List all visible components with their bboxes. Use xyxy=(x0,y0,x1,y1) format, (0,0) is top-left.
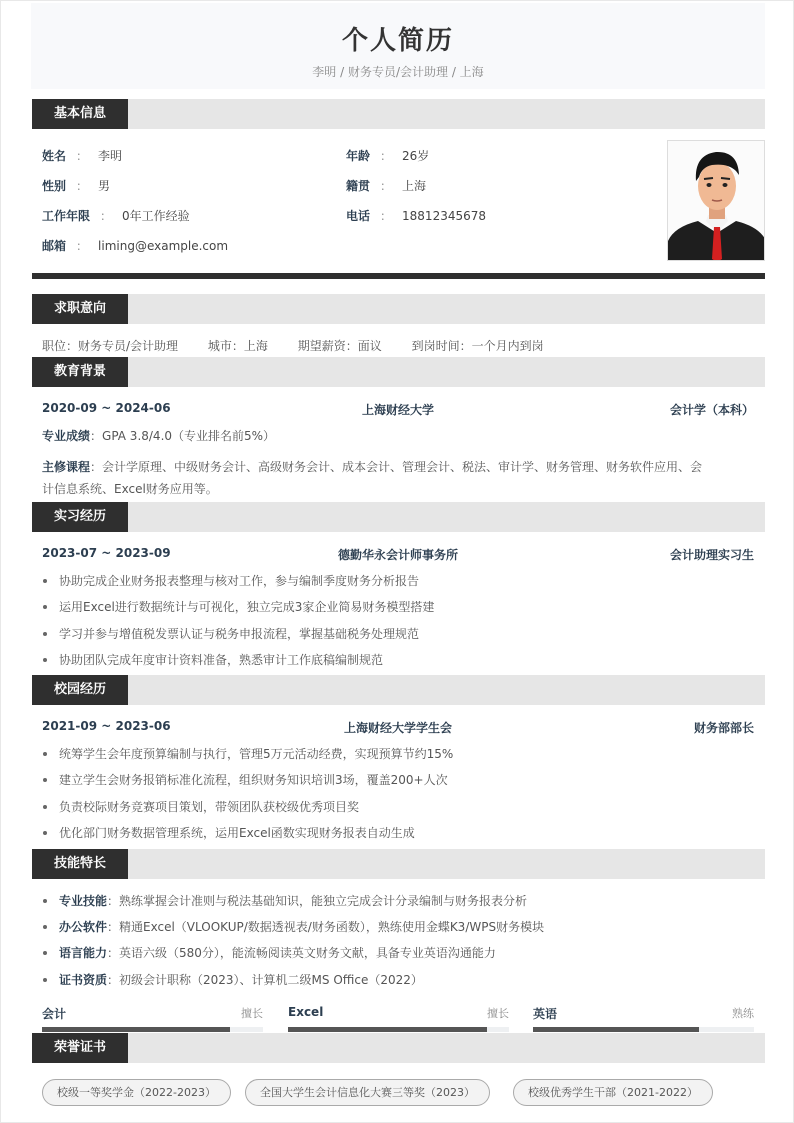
education-courses: 主修课程：会计学原理、中级财务会计、高级财务会计、成本会计、管理会计、税法、审计学、财务管理、财务软件应用、会 计信息系统、Excel财务应用等。 xyxy=(42,460,703,496)
section-education xyxy=(32,357,765,387)
education-period: 2020-09 ~ 2024-06 xyxy=(42,401,171,415)
section-honors xyxy=(32,1033,765,1063)
field-gender: 性别 ： 男 xyxy=(42,179,111,193)
honor-tag: 校级一等奖学金（2022-2023） xyxy=(42,1079,231,1106)
field-label: 邮箱 xyxy=(42,239,67,253)
internship-role: 会计助理实习生 xyxy=(669,548,754,562)
divider xyxy=(32,273,765,279)
section-campus xyxy=(32,675,765,705)
education-major: 会计学（本科） xyxy=(669,403,754,417)
field-label: 籍贯 xyxy=(346,179,371,193)
section-title: 教育背景 xyxy=(32,357,128,387)
section-job-intent xyxy=(32,294,765,324)
field-value: 上海 xyxy=(402,179,427,193)
education-gpa: 专业成绩：GPA 3.8/4.0（专业排名前5%） xyxy=(42,429,276,443)
field-age: 年龄 ： 26岁 xyxy=(346,149,430,163)
section-title: 求职意向 xyxy=(32,294,128,324)
campus-role: 财务部部长 xyxy=(693,721,754,735)
page-title: 个人简历 xyxy=(341,26,454,56)
skill-item: 证书资质：初级会计职称（2023）、计算机二级MS Office（2022） xyxy=(45,972,423,988)
field-value: 26岁 xyxy=(402,149,430,163)
campus-entry-header xyxy=(42,719,754,735)
list-item: 负责校际财务竞赛项目策划，带领团队获校级优秀项目奖 xyxy=(45,799,359,815)
intent-arrival: 到岗时间：一个月内到岗 xyxy=(411,339,544,353)
field-email: 邮箱 ： liming@example.com xyxy=(42,239,229,253)
list-item: 学习并参与增值税发票认证与税务申报流程，掌握基础税务处理规范 xyxy=(45,626,419,642)
progress-fill xyxy=(533,1027,699,1032)
avatar-portrait-icon xyxy=(668,141,765,261)
intent-position: 职位：财务专员/会计助理 xyxy=(42,339,179,353)
field-label: 工作年限 xyxy=(42,209,91,223)
resume-header xyxy=(31,3,765,89)
org-name: 上海财经大学学生会 xyxy=(343,721,452,735)
progress-fill xyxy=(288,1027,487,1032)
section-title: 技能特长 xyxy=(32,849,128,879)
section-title: 实习经历 xyxy=(32,502,128,532)
section-title: 校园经历 xyxy=(32,675,128,705)
intent-salary: 期望薪资：面议 xyxy=(297,339,382,353)
school-name: 上海财经大学 xyxy=(361,403,434,417)
intent-city: 城市：上海 xyxy=(207,339,268,353)
field-phone: 电话 ： 18812345678 xyxy=(346,209,487,223)
progress-track xyxy=(42,1027,263,1032)
page-subtitle: 李明 / 财务专员/会计助理 / 上海 xyxy=(312,65,484,79)
section-title: 基本信息 xyxy=(32,99,128,129)
field-label: 电话 xyxy=(346,209,371,223)
field-value: liming@example.com xyxy=(98,239,229,253)
skill-bar-accounting: 会计 擅长 xyxy=(42,1005,263,1031)
field-name: 姓名 ： 李明 xyxy=(42,149,123,163)
list-item: 统筹学生会年度预算编制与执行，管理5万元活动经费，实现预算节约15% xyxy=(45,746,453,762)
honor-tag: 全国大学生会计信息化大赛三等奖（2023） xyxy=(245,1079,490,1106)
campus-period: 2021-09 ~ 2023-06 xyxy=(42,719,171,733)
section-skills xyxy=(32,849,765,879)
honor-tag: 校级优秀学生干部（2021-2022） xyxy=(513,1079,713,1106)
progress-track xyxy=(288,1027,509,1032)
progress-fill xyxy=(42,1027,230,1032)
section-title: 荣誉证书 xyxy=(32,1033,128,1063)
progress-track xyxy=(533,1027,754,1032)
skill-bar-excel: Excel 擅长 xyxy=(288,1005,509,1031)
avatar xyxy=(667,140,765,261)
field-origin: 籍贯 ： 上海 xyxy=(346,179,427,193)
internship-period: 2023-07 ~ 2023-09 xyxy=(42,546,171,560)
company-name: 德勤华永会计师事务所 xyxy=(337,548,458,562)
education-entry-header xyxy=(42,401,754,417)
field-label: 性别 xyxy=(42,179,67,193)
list-item: 建立学生会财务报销标准化流程，组织财务知识培训3场，覆盖200+人次 xyxy=(45,772,448,788)
skill-item: 专业技能：熟练掌握会计准则与税法基础知识，能独立完成会计分录编制与财务报表分析 xyxy=(45,893,527,909)
list-item: 优化部门财务数据管理系统，运用Excel函数实现财务报表自动生成 xyxy=(45,825,415,841)
skill-bar-english: 英语 熟练 xyxy=(533,1005,754,1031)
list-item: 协助完成企业财务报表整理与核对工作，参与编制季度财务分析报告 xyxy=(45,573,419,589)
section-internship xyxy=(32,502,765,532)
skill-item: 办公软件：精通Excel（VLOOKUP/数据透视表/财务函数），熟练使用金蝶K3/WPS财务模块 xyxy=(45,919,544,935)
field-value: 18812345678 xyxy=(402,209,487,223)
skill-item: 语言能力：英语六级（580分），能流畅阅读英文财务文献，具备专业英语沟通能力 xyxy=(45,945,496,961)
field-value: 男 xyxy=(98,179,111,193)
field-label: 姓名 xyxy=(42,149,67,163)
list-item: 运用Excel进行数据统计与可视化，独立完成3家企业简易财务模型搭建 xyxy=(45,599,434,615)
field-value: 0年工作经验 xyxy=(122,209,190,223)
job-intent-line xyxy=(42,338,544,354)
field-label: 年龄 xyxy=(346,149,371,163)
list-item: 协助团队完成年度审计资料准备，熟悉审计工作底稿编制规范 xyxy=(45,652,383,668)
field-experience: 工作年限 ： 0年工作经验 xyxy=(42,209,190,223)
section-basic-info xyxy=(32,99,765,129)
field-value: 李明 xyxy=(98,149,123,163)
internship-entry-header xyxy=(42,546,754,562)
